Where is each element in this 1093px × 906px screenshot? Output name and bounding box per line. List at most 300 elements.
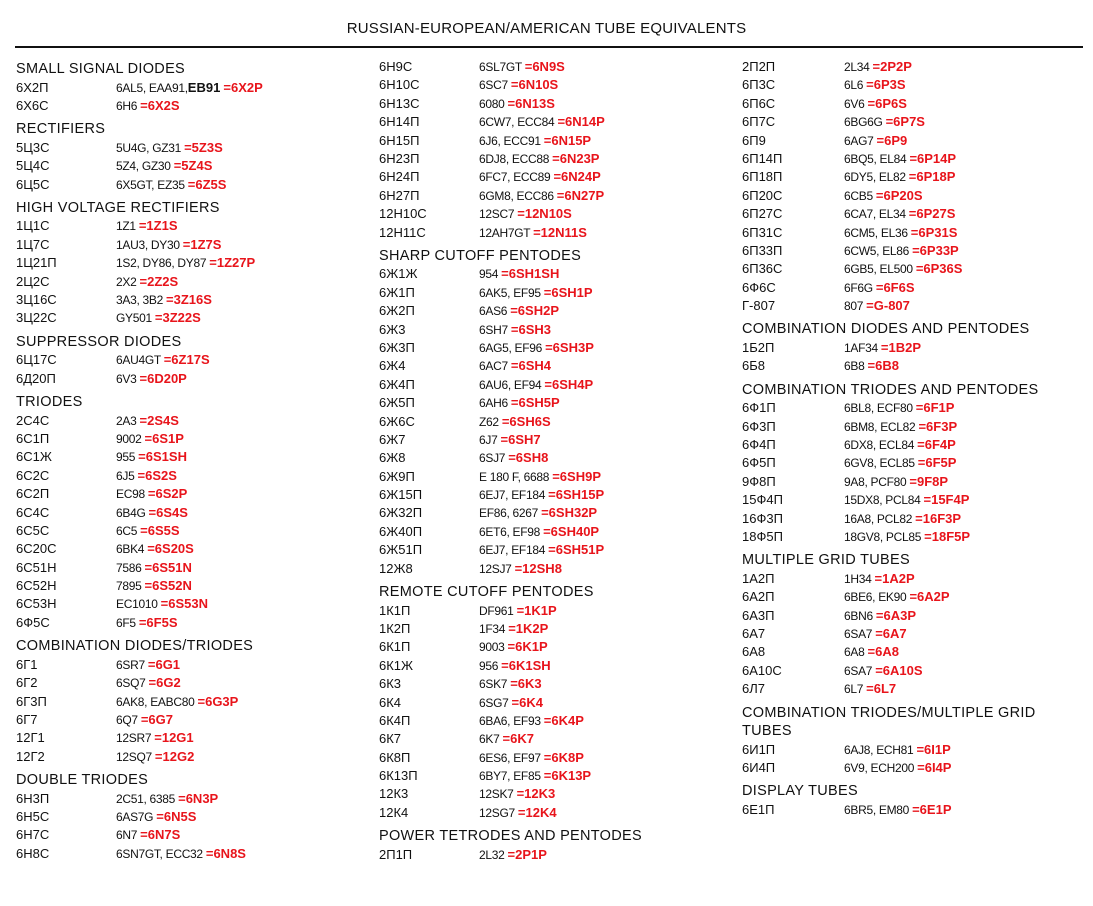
tube-row: [16, 656, 356, 674]
transliterated-designation: =6SH4: [510, 358, 551, 374]
tube-row: [742, 150, 1082, 168]
russian-designation: 6Ж9П: [379, 468, 415, 484]
transliterated-designation: =6S2P: [147, 486, 188, 502]
tube-row: [16, 559, 356, 577]
tube-row: [742, 224, 1082, 242]
russian-designation: 2П1П: [379, 846, 413, 862]
western-equivalents: 2L32: [479, 847, 505, 862]
section-heading: COMBINATION DIODES AND PENTODES: [742, 321, 1030, 338]
western-equivalents: 6F6G: [844, 280, 873, 295]
equivalents: [844, 436, 956, 454]
russian-designation: 12Г1: [16, 730, 45, 746]
russian-designation: 6П6С: [742, 95, 776, 111]
western-equivalents: 6CM5, EL36: [844, 225, 908, 240]
transliterated-designation: =6X2P: [223, 79, 263, 95]
equivalents: [844, 510, 961, 528]
equivalents: [844, 607, 916, 625]
western-equivalents: 6SN7GT, ECC32: [116, 846, 203, 861]
russian-designation: 6Н10С: [379, 77, 420, 93]
russian-designation: 1А2П: [742, 570, 775, 586]
western-equivalents: 5U4G, GZ31: [116, 140, 182, 155]
equivalents: [844, 662, 923, 680]
equivalents: [844, 759, 951, 777]
tube-row: [379, 265, 719, 283]
western-equivalents: GY501: [116, 311, 152, 326]
western-equivalents: 6AJ8, ECH81: [844, 742, 914, 757]
tube-row: [16, 448, 356, 466]
tube-row: [16, 139, 356, 157]
russian-designation: 12Н10С: [379, 206, 427, 222]
equivalents: [479, 76, 558, 94]
russian-designation: 6Н7С: [16, 827, 50, 843]
russian-designation: 6К7: [379, 731, 402, 747]
russian-designation: 6С2С: [16, 467, 50, 483]
western-equivalents: 6GV8, ECL85: [844, 456, 915, 471]
equivalents: [844, 132, 907, 150]
transliterated-designation: =6SH1P: [543, 284, 593, 300]
column-2: [379, 58, 719, 864]
western-equivalents: 6V9, ECH200: [844, 761, 915, 775]
equivalents: [844, 625, 907, 643]
transliterated-designation: =6S4S: [148, 504, 188, 520]
western-equivalents: EF86, 6267: [479, 506, 539, 521]
tube-row: [379, 357, 719, 375]
western-equivalents: 6B4G: [116, 505, 146, 520]
page-title: RUSSIAN-EUROPEAN/AMERICAN TUBE EQUIVALENTS: [346, 20, 747, 37]
russian-designation: 1Ц1С: [16, 218, 50, 234]
tube-row: [16, 808, 356, 826]
transliterated-designation: =6I1P: [916, 741, 951, 757]
western-equivalents: 6J7: [479, 432, 498, 447]
equivalents: [479, 694, 543, 712]
russian-designation: 6Ж4: [379, 358, 406, 374]
western-equivalents: 6Q7: [116, 712, 138, 727]
equivalents: [479, 767, 591, 785]
transliterated-designation: =6S1SH: [138, 449, 187, 465]
russian-designation: Г-807: [742, 298, 776, 314]
transliterated-designation: =6S2S: [137, 467, 177, 483]
equivalents: [116, 540, 194, 558]
western-equivalents: E 180 F, 6688: [479, 469, 550, 484]
tube-row: [16, 595, 356, 613]
western-equivalents: 6J5: [116, 468, 135, 483]
transliterated-designation: =6E1P: [912, 801, 952, 817]
russian-designation: 2П2П: [742, 59, 776, 74]
section-heading: COMBINATION TRIODES/MULTIPLE GRID TUBES: [742, 704, 1036, 740]
russian-designation: 6П27С: [742, 206, 783, 222]
western-equivalents: 6AG7: [844, 133, 874, 148]
section-heading: COMBINATION TRIODES AND PENTODES: [742, 381, 1039, 398]
transliterated-designation: =6N3P: [178, 790, 219, 806]
equivalents: [844, 260, 962, 278]
equivalents: [844, 399, 954, 417]
russian-designation: 6П20С: [742, 187, 783, 203]
western-equivalents: 2X2: [116, 274, 137, 289]
western-equivalents: 6SA7: [844, 663, 873, 678]
russian-designation: 6Ж3: [379, 321, 406, 337]
equivalents: [116, 217, 178, 235]
western-equivalents: 6SQ7: [116, 676, 146, 691]
russian-designation: 6А7: [742, 626, 766, 642]
tube-row: [16, 79, 356, 97]
tube-row: [379, 523, 719, 541]
tube-row: [16, 790, 356, 808]
transliterated-designation: =6N10S: [510, 77, 559, 93]
russian-designation: 6С52Н: [16, 578, 57, 594]
western-equivalents: 9003: [479, 640, 505, 655]
russian-designation: 6П9: [742, 132, 766, 148]
russian-designation: 2С4С: [16, 412, 50, 428]
equivalents: [116, 97, 180, 115]
tube-row: [742, 473, 1082, 491]
equivalents: [479, 168, 601, 186]
equivalents: [116, 309, 201, 327]
western-equivalents: 6EJ7, EF184: [479, 488, 546, 503]
western-equivalents: 1S2, DY86, DY87: [116, 256, 207, 271]
tube-row: [379, 846, 719, 864]
transliterated-designation: =6SH40P: [543, 523, 600, 539]
russian-designation: 6С1Ж: [16, 449, 52, 465]
equivalents: [116, 79, 263, 97]
tube-row: [379, 431, 719, 449]
western-equivalents: 6BE6, EK90: [844, 590, 907, 605]
tube-row: [379, 785, 719, 803]
western-equivalents: 15DX8, PCL84: [844, 493, 921, 508]
transliterated-designation: =12N11S: [533, 224, 587, 240]
western-equivalents: 12SQ7: [116, 749, 152, 764]
tube-row: [742, 759, 1082, 777]
equivalents: [844, 205, 955, 223]
tube-row: [379, 767, 719, 785]
russian-designation: 6П33П: [742, 242, 783, 258]
western-equivalents: 18GV8, PCL85: [844, 529, 922, 544]
tube-row: [16, 236, 356, 254]
equivalents: [116, 370, 187, 388]
transliterated-designation: =6K4P: [543, 712, 584, 728]
equivalents: [116, 504, 188, 522]
column-1: [16, 58, 356, 863]
tube-row: [379, 302, 719, 320]
tube-row: [742, 436, 1082, 454]
tube-row: [379, 694, 719, 712]
tube-row: [742, 454, 1082, 472]
western-equivalents: 12SK7: [479, 787, 514, 802]
transliterated-designation: =6P27S: [908, 206, 956, 222]
equivalents: [116, 139, 223, 157]
section-heading: SHARP CUTOFF PENTODES: [379, 247, 582, 264]
tube-row: [16, 291, 356, 309]
western-equivalents: 6GB5, EL500: [844, 262, 913, 277]
transliterated-designation: =6K13P: [543, 768, 592, 784]
transliterated-designation: =6I4P: [917, 760, 952, 775]
transliterated-designation: =6SH2P: [510, 303, 559, 319]
tube-row: [742, 205, 1082, 223]
tube-row: [742, 607, 1082, 625]
equivalents: [479, 804, 557, 822]
transliterated-designation: =6F5S: [138, 614, 178, 630]
equivalents: [479, 541, 604, 559]
transliterated-designation: =3Z16S: [166, 292, 212, 308]
equivalents: [116, 614, 178, 632]
western-equivalents: 6F5: [116, 615, 136, 630]
western-equivalents: 12AH7GT: [479, 225, 531, 240]
equivalents: [479, 413, 551, 431]
russian-designation: 6Л7: [742, 681, 765, 697]
western-equivalents: 1AU3, DY30: [116, 237, 180, 252]
transliterated-designation: =1A2P: [874, 570, 915, 586]
equivalents: [116, 595, 208, 613]
russian-designation: 9Ф8П: [742, 473, 776, 489]
russian-designation: 1К2П: [379, 620, 411, 636]
western-equivalents: 1F34: [479, 621, 506, 636]
russian-designation: 6Х2П: [16, 79, 49, 95]
russian-designation: 16Ф3П: [742, 510, 783, 526]
transliterated-designation: =12G2: [154, 748, 195, 764]
tube-row: [16, 485, 356, 503]
equivalents: [844, 643, 899, 661]
russian-designation: 6Д20П: [16, 370, 56, 386]
western-equivalents: 6X5GT, EZ35: [116, 177, 185, 192]
equivalents: [844, 150, 956, 168]
transliterated-designation: =G-807: [866, 298, 910, 314]
tube-row: [379, 224, 719, 242]
russian-designation: 1Б2П: [742, 339, 775, 355]
russian-designation: 6Н13С: [379, 95, 420, 111]
equivalents: [116, 656, 180, 674]
transliterated-designation: =12SH8: [514, 560, 562, 576]
transliterated-designation: =6B8: [867, 358, 899, 374]
equivalents: [844, 339, 921, 357]
tube-row: [379, 712, 719, 730]
russian-designation: 6С4С: [16, 504, 50, 520]
western-equivalents: 6BG6G: [844, 115, 883, 130]
section-heading: DISPLAY TUBES: [742, 783, 858, 800]
transliterated-designation: =6S1P: [144, 430, 184, 446]
western-equivalents: 6AU4GT: [116, 353, 161, 368]
tube-row: [742, 260, 1082, 278]
equivalents: [479, 302, 559, 320]
transliterated-designation: =2S4S: [139, 412, 179, 428]
tube-row: [379, 730, 719, 748]
transliterated-designation: =6G1: [147, 656, 181, 672]
equivalents: [844, 58, 912, 76]
western-equivalents: 6SG7: [479, 695, 509, 710]
russian-designation: 6К4: [379, 694, 402, 710]
equivalents: [844, 741, 951, 759]
western-equivalents: 6AC7: [479, 359, 508, 374]
transliterated-designation: =6F3P: [918, 418, 958, 434]
tube-row: [742, 528, 1082, 546]
equivalents: [844, 113, 925, 131]
tube-row: [16, 412, 356, 430]
tube-row: [379, 76, 719, 94]
western-equivalents: 6BR5, EM80: [844, 802, 910, 817]
western-equivalents: 6L7: [844, 682, 864, 697]
russian-designation: 6Ф3П: [742, 418, 776, 434]
western-equivalents: 6V3: [116, 371, 137, 386]
transliterated-designation: =6SH8: [508, 450, 549, 466]
tube-row: [16, 748, 356, 766]
western-equivalents: 6N7: [116, 828, 138, 843]
russian-designation: 6Ф6С: [742, 279, 776, 295]
equivalents: [479, 785, 555, 803]
equivalents: [479, 187, 604, 205]
russian-designation: 6Ж6С: [379, 413, 415, 429]
tube-row: [742, 741, 1082, 759]
western-equivalents: 6EJ7, EF184: [479, 543, 546, 558]
russian-designation: 6П3С: [742, 77, 776, 93]
highlighted-equivalent: EB91: [187, 79, 221, 95]
section-heading: REMOTE CUTOFF PENTODES: [379, 584, 594, 601]
transliterated-designation: =6P36S: [915, 261, 963, 277]
transliterated-designation: =1B2P: [880, 339, 922, 355]
western-equivalents: 6CW7, ECC84: [479, 115, 555, 130]
russian-designation: 6А3П: [742, 607, 775, 623]
western-equivalents: 6L6: [844, 78, 864, 93]
tube-row: [16, 97, 356, 115]
western-equivalents: 6080: [479, 96, 505, 111]
transliterated-designation: =6G3P: [197, 693, 239, 709]
western-equivalents: 6AK8, EABC80: [116, 694, 195, 709]
transliterated-designation: =1Z27P: [209, 255, 256, 271]
western-equivalents: 6GM8, ECC86: [479, 188, 554, 203]
equivalents: [844, 168, 955, 186]
western-equivalents: 6AU6, EF94: [479, 377, 542, 392]
transliterated-designation: =6P9: [876, 132, 908, 148]
transliterated-designation: =6SH5P: [510, 395, 560, 411]
transliterated-designation: =6P33P: [912, 242, 959, 258]
western-equivalents: 2C51, 6385: [116, 791, 176, 806]
equivalents: [116, 522, 180, 540]
tube-row: [379, 804, 719, 822]
transliterated-designation: =16F3P: [915, 510, 962, 526]
western-equivalents: 7586: [116, 560, 142, 575]
western-equivalents: 16A8, PCL82: [844, 511, 913, 526]
russian-designation: 6Н5С: [16, 809, 50, 824]
western-equivalents: 6BN6: [844, 608, 873, 623]
tube-row: [742, 168, 1082, 186]
equivalents: [844, 570, 915, 588]
transliterated-designation: =6P7S: [885, 114, 925, 130]
western-equivalents: EC98: [116, 487, 145, 502]
tube-row: [379, 468, 719, 486]
section-heading: POWER TETRODES AND PENTODES: [379, 828, 642, 845]
tube-row: [16, 157, 356, 175]
tube-row: [742, 76, 1082, 94]
transliterated-designation: =6SH3: [510, 321, 551, 337]
tube-row: [742, 510, 1082, 528]
equivalents: [479, 205, 572, 223]
equivalents: [116, 176, 226, 194]
equivalents: [116, 729, 194, 747]
russian-designation: 6Е1П: [742, 801, 775, 817]
tube-row: [16, 614, 356, 632]
russian-designation: 6К1Ж: [379, 657, 414, 673]
western-equivalents: 1H34: [844, 571, 872, 586]
russian-designation: 12Ж8: [379, 560, 413, 576]
russian-designation: 6П31С: [742, 224, 783, 240]
equivalents: [479, 339, 594, 357]
russian-designation: 6К3: [379, 676, 402, 692]
russian-designation: 3Ц22С: [16, 310, 57, 326]
equivalents: [844, 801, 952, 819]
russian-designation: 6Ц17С: [16, 352, 57, 368]
transliterated-designation: =6P18P: [908, 169, 956, 185]
western-equivalents: 9002: [116, 431, 142, 446]
tube-row: [379, 413, 719, 431]
russian-designation: 6К4П: [379, 712, 411, 728]
equivalents: [116, 808, 196, 826]
equivalents: [479, 376, 593, 394]
section-heading: HIGH VOLTAGE RECTIFIERS: [16, 199, 220, 216]
equivalents: [479, 357, 551, 375]
transliterated-designation: =6Z17S: [163, 352, 210, 368]
transliterated-designation: =6P31S: [910, 224, 958, 240]
equivalents: [844, 242, 959, 260]
transliterated-designation: =6L7: [866, 681, 897, 697]
title-rule: [15, 46, 1083, 48]
western-equivalents: 6AL5, EAA91,: [116, 80, 188, 95]
western-equivalents: 6FC7, ECC89: [479, 170, 551, 185]
western-equivalents: 6CB5: [844, 188, 873, 203]
russian-designation: 6Н3П: [16, 790, 50, 806]
russian-designation: 6С5С: [16, 522, 50, 538]
western-equivalents: 6SL7GT: [479, 60, 522, 74]
transliterated-designation: =1K2P: [508, 620, 549, 636]
russian-designation: 6Н8С: [16, 845, 50, 861]
equivalents: [479, 638, 548, 656]
russian-designation: 2Ц2С: [16, 273, 50, 289]
tube-row: [379, 113, 719, 131]
equivalents: [479, 132, 591, 150]
western-equivalents: 6SK7: [479, 677, 508, 692]
transliterated-designation: =6N24P: [553, 169, 601, 185]
tube-row: [379, 602, 719, 620]
tube-row: [16, 351, 356, 369]
western-equivalents: 6SC7: [479, 78, 508, 93]
transliterated-designation: =6F6S: [875, 279, 915, 295]
transliterated-designation: =12G1: [154, 730, 194, 746]
tube-row: [379, 205, 719, 223]
transliterated-designation: =6S52N: [144, 578, 192, 594]
section-heading: RECTIFIERS: [16, 121, 106, 138]
equivalents: [116, 467, 177, 485]
transliterated-designation: =6S5S: [140, 522, 180, 538]
russian-designation: 12К4: [379, 804, 409, 820]
equivalents: [116, 273, 178, 291]
equivalents: [479, 749, 584, 767]
equivalents: [116, 448, 187, 466]
tube-row: [742, 418, 1082, 436]
tube-row: [16, 467, 356, 485]
equivalents: [116, 351, 210, 369]
russian-designation: 6П14П: [742, 150, 783, 166]
tube-row: [16, 711, 356, 729]
russian-designation: 6Ж3П: [379, 339, 415, 355]
western-equivalents: 2A3: [116, 413, 137, 428]
western-equivalents: 6AH6: [479, 396, 508, 411]
russian-designation: 6Ф5П: [742, 455, 776, 471]
transliterated-designation: =6K3: [510, 676, 542, 692]
equivalents: [479, 95, 555, 113]
tube-row: [379, 749, 719, 767]
tube-row: [742, 588, 1082, 606]
russian-designation: 15Ф4П: [742, 492, 783, 508]
equivalents: [479, 468, 601, 486]
equivalents: [116, 577, 192, 595]
russian-designation: 6Ф1П: [742, 400, 776, 416]
western-equivalents: 7895: [116, 579, 142, 594]
